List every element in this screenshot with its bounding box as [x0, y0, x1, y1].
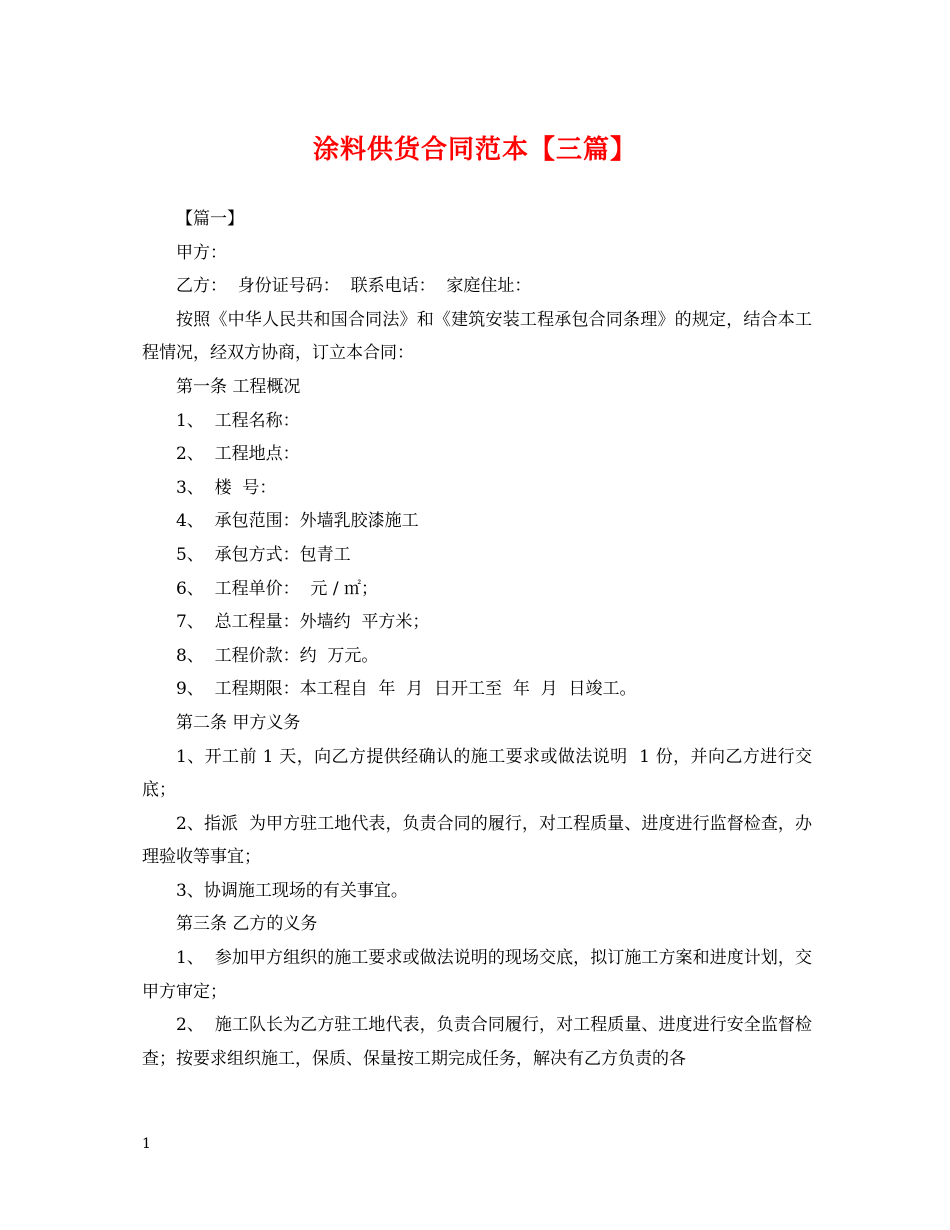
- clause-item: 4、 承包范围：外墙乳胶漆施工: [176, 511, 419, 532]
- clause-item: 7、 总工程量：外墙约 平方米；: [176, 612, 430, 633]
- clause-item: 2、 施工队长为乙方驻工地代表，负责合同履行，对工程质量、进度进行安全监督检 查；按要求组织施工，保质、保量按工期完成任务，解决有乙方负责的各: [142, 1015, 823, 1069]
- preamble-paragraph: 按照《中华人民共和国合同法》和《建筑安装工程承包合同条理》的规定，结合本工程情况，经双方协商，订立本合同：: [142, 309, 812, 364]
- clause-item: 9、 工程期限：本工程自 年 月 日开工至 年 月 日竣工。: [176, 679, 637, 700]
- clause-item: 6、 工程单价： 元 / ㎡；: [176, 578, 378, 599]
- document-title: 涂料供货合同范本【三篇】: [312, 135, 637, 165]
- clause-item: 3、协调施工现场的有关事宜。: [176, 880, 408, 901]
- party-b-line: 乙方： 身份证号码： 联系电话： 家庭住址：: [176, 276, 532, 297]
- clause-item: 1、开工前 1 天，向乙方提供经确认的施工要求或做法说明 1 份，并向乙方进行交底；: [142, 746, 812, 801]
- clause-item: 3、 楼 号：: [176, 477, 277, 498]
- article-heading-1: 第一条 工程概况: [176, 376, 301, 397]
- section-heading-part-one: 【篇一】: [176, 209, 244, 229]
- clause-item: 5、 承包方式：包青工: [176, 544, 351, 565]
- page-number: 1: [142, 1136, 151, 1152]
- article-heading-2: 第二条 甲方义务: [176, 712, 301, 733]
- clause-item: 1、 参加甲方组织的施工要求或做法说明的现场交底，拟订施工方案和进度计划，交 甲方审定；: [142, 948, 818, 1002]
- party-a-line: 甲方：: [176, 242, 227, 263]
- clause-item: 8、 工程价款：约 万元。: [176, 645, 379, 666]
- document-body: [142, 203, 823, 1076]
- clause-item: 2、 工程地点：: [176, 444, 300, 465]
- clause-item: 2、指派 为甲方驻工地代表，负责合同的履行，对工程质量、进度进行监督检查，办理验收等事宜；: [142, 813, 812, 868]
- clause-item: 1、 工程名称：: [176, 410, 300, 431]
- article-heading-3: 第三条 乙方的义务: [176, 914, 318, 935]
